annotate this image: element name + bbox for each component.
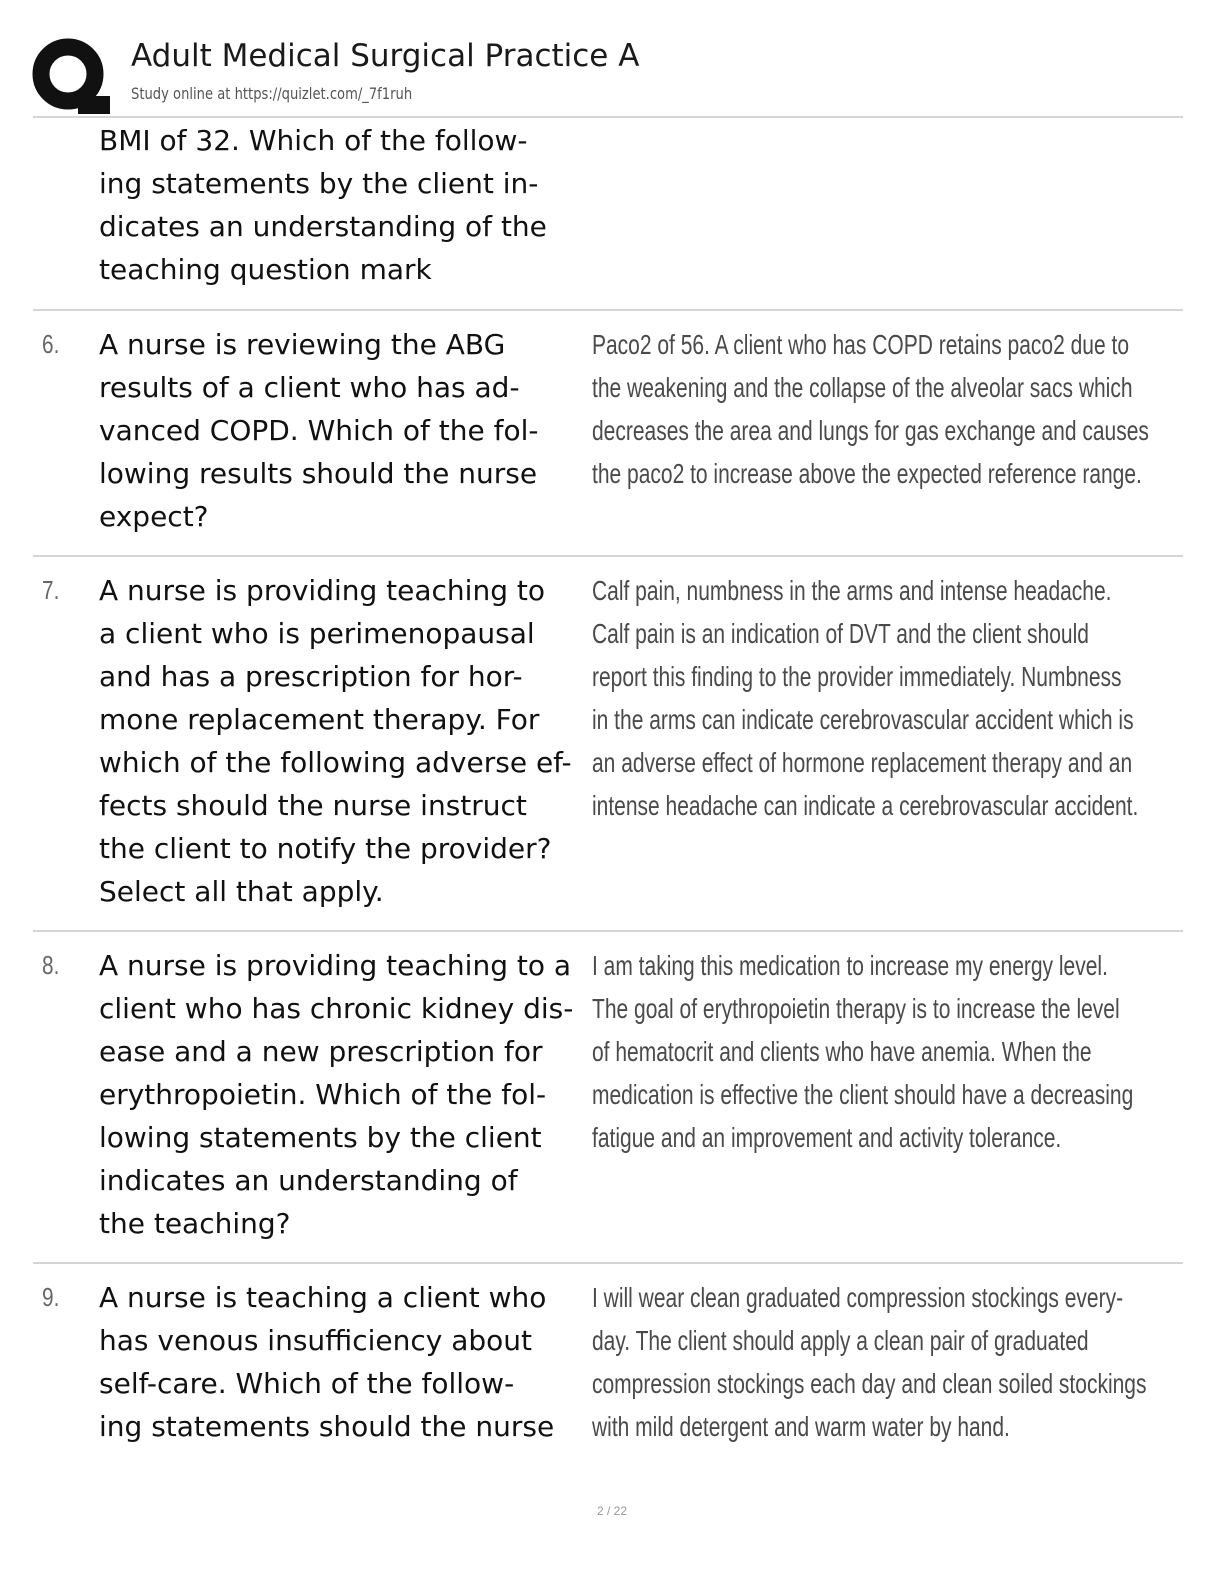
- card-divider: [33, 555, 1183, 557]
- card-number: 9.: [42, 1282, 60, 1312]
- card-answer: I am taking this medication to increase my energy level. The goal of erythropoietin therapy is to increase the level of hematocrit and clients who have anemia. When the medication is effective the client should have a decreasing fatigue and an improvement and activity tolerance.: [592, 950, 1134, 1153]
- card-question: A nurse is teaching a client who has venous insufficiency about self-care. Which of the follow- ing statements should the nurse: [99, 1281, 555, 1443]
- document-title: Adult Medical Surgical Practice A: [131, 38, 640, 74]
- card-question: A nurse is providing teaching to a client who is perimenopausal and has a prescription for hor- mone replacement therapy. For which of the following adverse ef- fects should the nurse instruct the client to notify the provider? Select all that apply.: [99, 574, 572, 908]
- card-number: 7.: [42, 575, 60, 605]
- quizlet-logo-icon: [30, 36, 110, 116]
- card-answer: Paco2 of 56. A client who has COPD retains paco2 due to the weakening and the collapse of the alveolar sacs which decreases the area and lungs for gas exchange and causes the paco2 to increase above the expected reference range.: [592, 329, 1149, 489]
- card-answer: I will wear clean graduated compression stockings every- day. The client should apply a clean pair of graduated compression stockings each day and clean soiled stockings with mild detergent and warm water by hand.: [592, 1282, 1147, 1442]
- card-question: BMI of 32. Which of the follow- ing statements by the client in- dicates an understanding of the teaching question mark: [99, 124, 547, 286]
- card-answer: Calf pain, numbness in the arms and intense headache. Calf pain is an indication of DVT and the client should report this finding to the provider immediately. Numbness in the arms can indicate cerebrovascular accident which is an adverse effect of hormone replacement therapy and an intense headache can indicate a cerebrovascular accident.: [592, 575, 1139, 821]
- card-divider: [33, 1262, 1183, 1264]
- study-online-link[interactable]: Study online at https://quizlet.com/_7f1ruh: [131, 84, 413, 103]
- header-divider: [33, 116, 1183, 118]
- page-indicator: 2 / 22: [596, 1504, 628, 1518]
- card-divider: [33, 930, 1183, 932]
- card-question: A nurse is providing teaching to a client who has chronic kidney dis- ease and a new prescription for erythropoietin. Which of the fol- lowing statements by the client indicates an understanding of the teaching?: [99, 949, 574, 1240]
- card-number: 8.: [42, 950, 60, 980]
- card-divider: [33, 309, 1183, 311]
- card-number: 6.: [42, 329, 60, 359]
- card-question: A nurse is reviewing the ABG results of a client who has ad- vanced COPD. Which of the fol- lowing results should the nurse expect?: [99, 328, 539, 533]
